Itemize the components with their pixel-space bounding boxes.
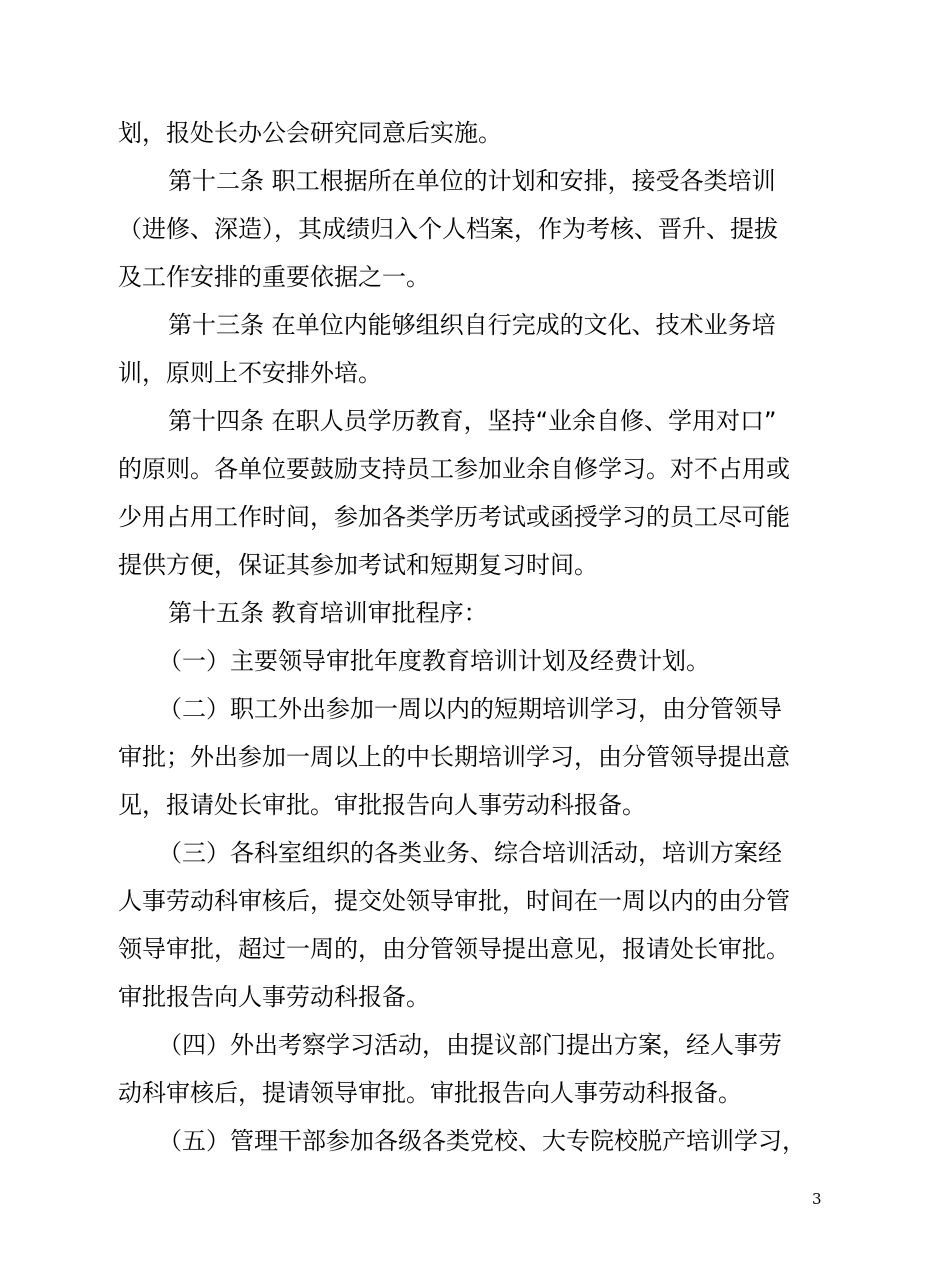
article-13-heading-line: 第十三条 在单位内能够组织自行完成的文化、技术业务培 — [168, 311, 776, 339]
list-item-3: （三）各科室组织的各类业务、综合培训活动，培训方案经 — [158, 839, 782, 867]
text-line: 少用占用工作时间，参加各类学历考试或函授学习的员工尽可能 — [118, 503, 790, 531]
text-line: 领导审批，超过一周的，由分管领导提出意见，报请处长审批。 — [118, 935, 790, 963]
page-number: 3 — [812, 1190, 822, 1208]
text-line: 人事劳动科审核后，提交处领导审批，时间在一周以内的由分管 — [118, 887, 790, 915]
list-item-5: （五）管理干部参加各级各类党校、大专院校脱产培训学习， — [158, 1127, 806, 1155]
list-item-1: （一）主要领导审批年度教育培训计划及经费计划。 — [158, 647, 710, 675]
text-line: 训，原则上不安排外培。 — [118, 359, 382, 387]
text-line: 见，报请处长审批。审批报告向人事劳动科报备。 — [118, 791, 646, 819]
text-line: 划，报处长办公会研究同意后实施。 — [118, 119, 502, 147]
text-line: 动科审核后，提请领导审批。审批报告向人事劳动科报备。 — [118, 1079, 742, 1107]
text-line: 提供方便，保证其参加考试和短期复习时间。 — [118, 551, 598, 579]
text-line: 的原则。各单位要鼓励支持员工参加业余自修学习。对不占用或 — [118, 455, 790, 483]
text-line: （进修、深造），其成绩归入个人档案，作为考核、晋升、提拔 — [118, 215, 778, 243]
text-line: 审批报告向人事劳动科报备。 — [118, 983, 430, 1011]
text-line: 审批；外出参加一周以上的中长期培训学习，由分管领导提出意 — [118, 743, 790, 771]
list-item-2: （二）职工外出参加一周以内的短期培训学习，由分管领导 — [158, 695, 782, 723]
text-line: 及工作安排的重要依据之一。 — [118, 263, 430, 291]
article-15-heading-line: 第十五条 教育培训审批程序： — [168, 599, 488, 627]
list-item-4: （四）外出考察学习活动，由提议部门提出方案，经人事劳 — [158, 1031, 782, 1059]
article-12-heading-line: 第十二条 职工根据所在单位的计划和安排，接受各类培训 — [168, 167, 776, 195]
article-14-heading-line: 第十四条 在职人员学历教育，坚持“业余自修、学用对口” — [168, 407, 777, 435]
